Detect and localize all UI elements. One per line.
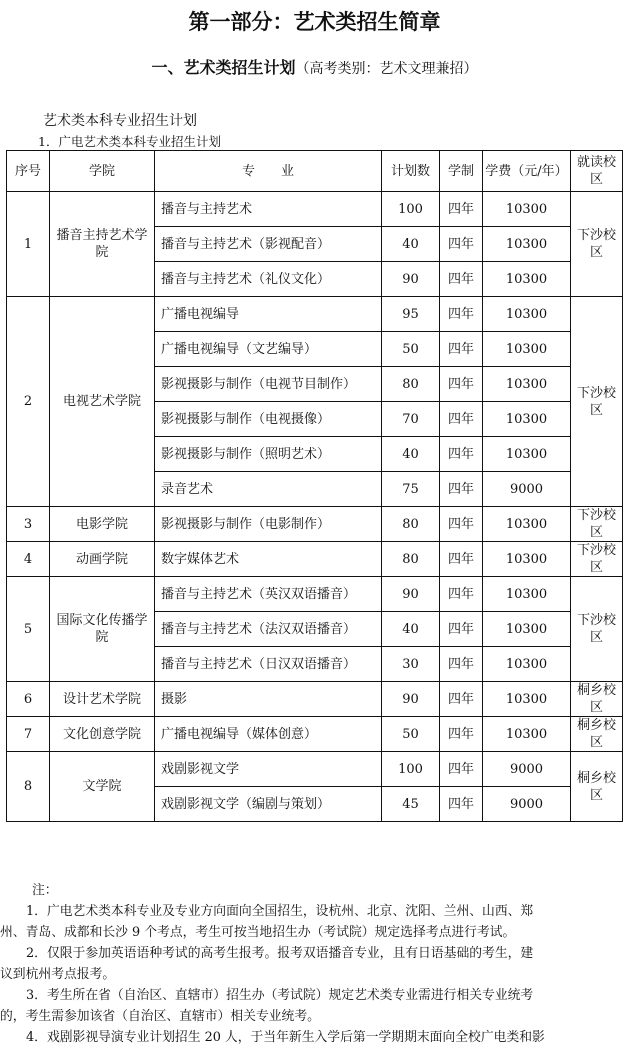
major-cell: 数字媒体艺术	[155, 542, 382, 577]
plan-heading-main: 一、艺术类招生计划	[151, 58, 296, 77]
duration-cell: 四年	[440, 612, 483, 647]
major-cell: 影视摄影与制作（电视节目制作）	[155, 367, 382, 402]
table-row	[7, 297, 623, 332]
duration-cell: 四年	[440, 752, 483, 787]
row-number-cell: 7	[7, 717, 50, 752]
note-line: 州、青岛、成都和长沙 9 个考点，考生可按当地招生办（考试院）规定选择考点进行考试。	[0, 925, 516, 940]
duration-cell: 四年	[440, 332, 483, 367]
major-cell: 戏剧影视文学（编剧与策划）	[155, 787, 382, 822]
college-cell: 电影学院	[50, 507, 155, 542]
campus-cell: 桐乡校区	[571, 717, 623, 752]
major-cell: 广播电视编导（文艺编导）	[155, 332, 382, 367]
duration-cell: 四年	[440, 262, 483, 297]
tuition-cell: 10300	[483, 192, 571, 227]
campus-cell: 下沙校区	[571, 507, 623, 542]
column-header: 计划数	[382, 151, 440, 192]
college-cell: 播音主持艺术学院	[50, 192, 155, 297]
major-cell: 戏剧影视文学	[155, 752, 382, 787]
tuition-cell: 10300	[483, 297, 571, 332]
duration-cell: 四年	[440, 402, 483, 437]
enrollment-plan-table	[6, 150, 623, 822]
major-cell: 影视摄影与制作（电视摄像）	[155, 402, 382, 437]
tuition-cell: 10300	[483, 402, 571, 437]
column-header: 专 业	[155, 151, 382, 192]
notes	[0, 880, 629, 1048]
tuition-cell: 10300	[483, 647, 571, 682]
table-row	[7, 577, 623, 612]
table-row	[7, 192, 623, 227]
tuition-cell: 10300	[483, 227, 571, 262]
plan-count-cell: 45	[382, 787, 440, 822]
column-header: 学制	[440, 151, 483, 192]
duration-cell: 四年	[440, 647, 483, 682]
major-cell: 影视摄影与制作（照明艺术）	[155, 437, 382, 472]
table-row	[7, 752, 623, 787]
row-number-cell: 4	[7, 542, 50, 577]
note-line: 的，考生需参加该省（自治区、直辖市）相关专业统考。	[0, 1009, 320, 1024]
plan-count-cell: 40	[382, 612, 440, 647]
tuition-cell: 10300	[483, 262, 571, 297]
plan-count-cell: 50	[382, 332, 440, 367]
duration-cell: 四年	[440, 297, 483, 332]
tuition-cell: 10300	[483, 332, 571, 367]
column-header: 序号	[7, 151, 50, 192]
college-cell: 文化创意学院	[50, 717, 155, 752]
plan-count-cell: 40	[382, 437, 440, 472]
tuition-cell: 10300	[483, 682, 571, 717]
row-number-cell: 5	[7, 577, 50, 682]
duration-cell: 四年	[440, 577, 483, 612]
notes-label: 注：	[32, 883, 58, 898]
note-line: 1．广电艺术类本科专业及专业方向面向全国招生，设杭州、北京、沈阳、兰州、山西、郑	[26, 904, 534, 919]
duration-cell: 四年	[440, 542, 483, 577]
plan-count-cell: 50	[382, 717, 440, 752]
plan-count-cell: 90	[382, 262, 440, 297]
note-line: 3．考生所在省（自治区、直辖市）招生办（考试院）规定艺术类专业需进行相关专业统考	[26, 988, 534, 1003]
table-header-row	[7, 151, 623, 192]
major-cell: 广播电视编导	[155, 297, 382, 332]
major-cell: 播音与主持艺术（日汉双语播音）	[155, 647, 382, 682]
exam-category: （高考类别：艺术文理兼招）	[295, 61, 478, 77]
note-line: 议到杭州考点报考。	[0, 967, 116, 982]
college-cell: 动画学院	[50, 542, 155, 577]
tuition-cell: 10300	[483, 717, 571, 752]
tuition-cell: 10300	[483, 507, 571, 542]
column-header: 就读校区	[571, 151, 623, 192]
duration-cell: 四年	[440, 367, 483, 402]
plan-count-cell: 90	[382, 682, 440, 717]
duration-cell: 四年	[440, 192, 483, 227]
major-cell: 播音与主持艺术	[155, 192, 382, 227]
tuition-cell: 10300	[483, 612, 571, 647]
plan-count-cell: 95	[382, 297, 440, 332]
duration-cell: 四年	[440, 717, 483, 752]
plan-count-cell: 100	[382, 752, 440, 787]
campus-cell: 下沙校区	[571, 542, 623, 577]
college-cell: 设计艺术学院	[50, 682, 155, 717]
page-title: 第一部分：艺术类招生简章	[188, 10, 441, 34]
table-row	[7, 507, 623, 542]
table-row	[7, 717, 623, 752]
major-cell: 播音与主持艺术（英汉双语播音）	[155, 577, 382, 612]
duration-cell: 四年	[440, 472, 483, 507]
column-header: 学院	[50, 151, 155, 192]
plan-count-cell: 70	[382, 402, 440, 437]
campus-cell: 桐乡校区	[571, 682, 623, 717]
tuition-cell: 9000	[483, 752, 571, 787]
row-number-cell: 1	[7, 192, 50, 297]
major-cell: 播音与主持艺术（法汉双语播音）	[155, 612, 382, 647]
tuition-cell: 10300	[483, 542, 571, 577]
campus-cell: 下沙校区	[571, 192, 623, 297]
major-cell: 摄影	[155, 682, 382, 717]
campus-cell: 桐乡校区	[571, 752, 623, 822]
major-cell: 播音与主持艺术（影视配音）	[155, 227, 382, 262]
row-number-cell: 3	[7, 507, 50, 542]
duration-cell: 四年	[440, 507, 483, 542]
plan-count-cell: 90	[382, 577, 440, 612]
duration-cell: 四年	[440, 437, 483, 472]
table-row	[7, 682, 623, 717]
major-cell: 播音与主持艺术（礼仪文化）	[155, 262, 382, 297]
table-row	[7, 542, 623, 577]
row-number-cell: 8	[7, 752, 50, 822]
campus-cell: 下沙校区	[571, 297, 623, 507]
plan-count-cell: 80	[382, 507, 440, 542]
column-header: 学费（元/年）	[483, 151, 571, 192]
duration-cell: 四年	[440, 227, 483, 262]
tuition-cell: 9000	[483, 787, 571, 822]
plan-count-cell: 100	[382, 192, 440, 227]
tuition-cell: 9000	[483, 472, 571, 507]
major-cell: 影视摄影与制作（电影制作）	[155, 507, 382, 542]
plan-count-cell: 30	[382, 647, 440, 682]
tuition-cell: 10300	[483, 437, 571, 472]
tuition-cell: 10300	[483, 367, 571, 402]
plan-count-cell: 80	[382, 367, 440, 402]
plan-count-cell: 40	[382, 227, 440, 262]
subsection-title: 1．广电艺术类本科专业招生计划	[38, 134, 221, 149]
campus-cell: 下沙校区	[571, 577, 623, 682]
note-line: 2．仅限于参加英语语种考试的高考生报考。报考双语播音专业，且有日语基础的考生，建	[26, 946, 534, 961]
plan-count-cell: 75	[382, 472, 440, 507]
row-number-cell: 6	[7, 682, 50, 717]
plan-count-cell: 80	[382, 542, 440, 577]
section-title: 艺术类本科专业招生计划	[43, 113, 197, 129]
major-cell: 录音艺术	[155, 472, 382, 507]
duration-cell: 四年	[440, 682, 483, 717]
college-cell: 国际文化传播学院	[50, 577, 155, 682]
plan-heading	[0, 55, 629, 78]
note-line: 4．戏剧影视导演专业计划招生 20 人，于当年新生入学后第一学期期末面向全校广电类和影	[26, 1030, 545, 1045]
college-cell: 文学院	[50, 752, 155, 822]
row-number-cell: 2	[7, 297, 50, 507]
college-cell: 电视艺术学院	[50, 297, 155, 507]
major-cell: 广播电视编导（媒体创意）	[155, 717, 382, 752]
tuition-cell: 10300	[483, 577, 571, 612]
duration-cell: 四年	[440, 787, 483, 822]
